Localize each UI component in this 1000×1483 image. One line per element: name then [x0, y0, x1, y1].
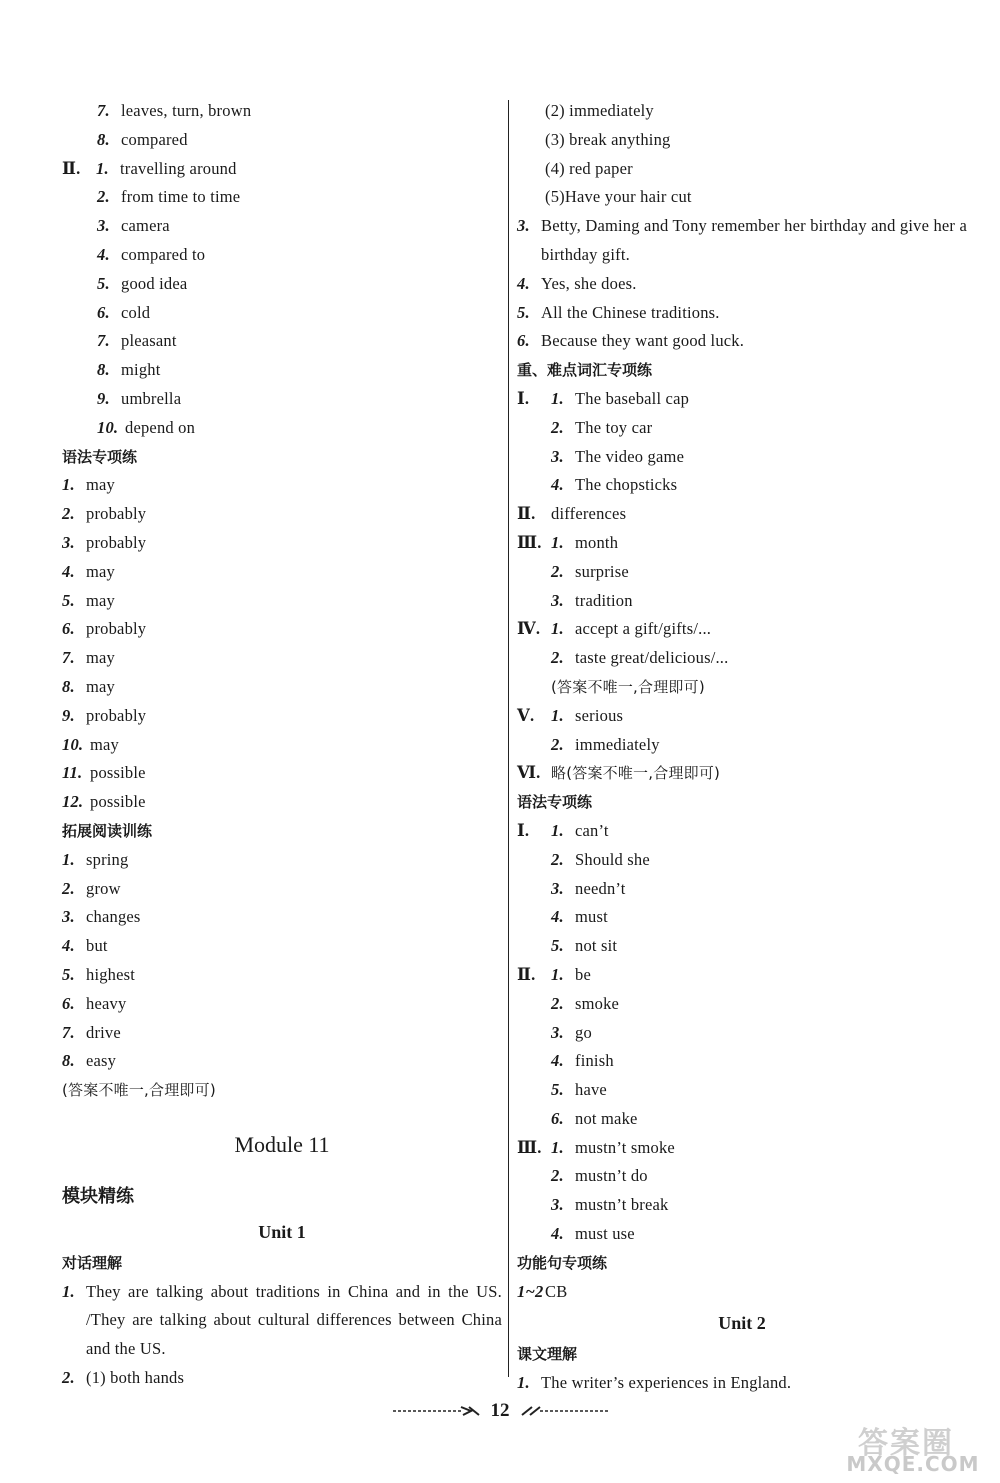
answer-note — [517, 673, 967, 702]
section-heading: 对话理解 — [62, 1253, 123, 1272]
answer-item — [517, 846, 967, 875]
answer-item — [62, 875, 502, 904]
answer-item — [517, 1134, 967, 1163]
answer-item — [517, 731, 967, 760]
answer-item — [517, 1105, 967, 1134]
answer-text: good idea — [121, 273, 188, 293]
item-number: 5. — [551, 1080, 564, 1100]
item-number: 4. — [551, 1051, 564, 1071]
item-number: 10. — [62, 734, 84, 754]
answer-item — [62, 558, 502, 587]
unit-title: Unit 2 — [718, 1313, 766, 1334]
answer-item — [517, 644, 967, 673]
item-number: 2. — [551, 561, 564, 581]
answer-item — [62, 1019, 502, 1048]
answer-item — [517, 414, 967, 443]
item-number: 3. — [551, 878, 564, 898]
item-number: 7. — [97, 331, 110, 351]
answer-text: tradition — [575, 590, 633, 610]
item-number: 4. — [97, 244, 110, 264]
answer-item — [517, 558, 967, 587]
answer-text: can’t — [575, 820, 609, 840]
item-number: 6. — [97, 302, 110, 322]
answer-item — [517, 385, 967, 414]
item-number: 3. — [517, 216, 530, 236]
answer-item — [62, 759, 502, 788]
item-number: 2. — [97, 187, 110, 207]
item-number: 2. — [62, 504, 75, 524]
answer-text: Yes, she does. — [541, 273, 637, 293]
answer-item — [62, 356, 502, 385]
item-number: 2. — [551, 417, 564, 437]
item-number: 11. — [62, 763, 83, 783]
answer-text: (5)Have your hair cut — [545, 187, 692, 207]
item-number: 2. — [551, 993, 564, 1013]
answer-text: umbrella — [121, 388, 182, 408]
item-number: 8. — [62, 676, 75, 696]
section-title: 模块精练 — [62, 1185, 134, 1207]
answer-item — [517, 587, 967, 616]
answer-text: must — [575, 907, 608, 927]
answer-item — [62, 97, 502, 126]
answer-text: changes — [86, 907, 141, 927]
item-number: 3. — [551, 1022, 564, 1042]
answer-text: finish — [575, 1051, 614, 1071]
item-number: 3. — [62, 532, 75, 552]
answer-text: (答案不唯一,合理即可) — [551, 677, 705, 696]
answer-item — [517, 500, 967, 529]
item-number: 2. — [551, 648, 564, 668]
answer-item — [517, 529, 967, 558]
answer-text: accept a gift/gifts/... — [575, 619, 712, 639]
answer-text: be — [575, 964, 591, 984]
section-heading: 语法专项练 — [517, 793, 593, 812]
answer-item — [62, 126, 502, 155]
answer-text: surprise — [575, 561, 629, 581]
item-number: 6. — [517, 331, 530, 351]
answer-item — [62, 788, 502, 817]
item-number: 4. — [517, 273, 530, 293]
answer-item — [517, 1369, 967, 1398]
item-number: 1. — [517, 1373, 530, 1393]
answer-text: month — [575, 532, 619, 552]
roman-numeral: Ⅳ. — [517, 619, 541, 639]
section-heading: 语法专项练 — [62, 447, 138, 466]
answer-item — [62, 846, 502, 875]
answer-text: Betty, Daming and Tony remember her birthday and give her a birthday gift. — [541, 216, 967, 264]
item-number: 1. — [551, 619, 564, 639]
item-number: 1. — [551, 964, 564, 984]
answer-item — [517, 1191, 967, 1220]
answer-item — [62, 183, 502, 212]
answer-text: heavy — [86, 993, 127, 1013]
item-number: 2. — [62, 1368, 75, 1388]
answer-text: differences — [551, 504, 627, 524]
answer-text: 略(答案不唯一,合理即可) — [551, 764, 721, 783]
answer-text: cold — [121, 302, 151, 322]
answer-text: not sit — [575, 936, 618, 956]
answer-item — [517, 961, 967, 990]
answer-text: travelling around — [120, 158, 237, 178]
footer-ornament-right-icon — [520, 1405, 610, 1417]
item-number: 1. — [96, 158, 109, 178]
answer-text: compared — [121, 129, 188, 149]
item-number: 2. — [551, 734, 564, 754]
item-number: 1. — [62, 475, 75, 495]
answer-text: Should she — [575, 849, 650, 869]
answer-item — [517, 702, 967, 731]
answer-item — [62, 385, 502, 414]
answer-item — [62, 529, 502, 558]
answer-item — [62, 471, 502, 500]
answer-text: easy — [86, 1051, 117, 1071]
section-heading: 功能句专项练 — [517, 1253, 608, 1272]
answer-item — [62, 615, 502, 644]
footer-ornament-left-icon — [391, 1405, 481, 1417]
answer-text: camera — [121, 216, 170, 236]
answer-item — [62, 212, 502, 241]
answer-item — [62, 1278, 502, 1364]
item-number: 5. — [551, 936, 564, 956]
section-heading: 重、难点词汇专项练 — [517, 361, 653, 380]
answer-text: probably — [86, 705, 147, 725]
item-number: 3. — [97, 216, 110, 236]
answer-item — [517, 155, 967, 184]
watermark — [838, 1418, 988, 1478]
item-number: 4. — [551, 475, 564, 495]
answer-text: (2) immediately — [545, 101, 654, 120]
answer-text: not make — [575, 1108, 638, 1128]
answer-text: All the Chinese traditions. — [541, 302, 720, 322]
answer-item — [517, 97, 967, 126]
item-number: 7. — [97, 101, 110, 120]
item-number: 4. — [551, 907, 564, 927]
answer-text: Because they want good luck. — [541, 331, 745, 351]
answer-text: probably — [86, 504, 147, 524]
roman-numeral: Ⅰ. — [517, 388, 530, 408]
answer-text: probably — [86, 532, 147, 552]
item-number: 6. — [551, 1108, 564, 1128]
item-number: 9. — [62, 705, 75, 725]
answer-text: go — [575, 1022, 592, 1042]
answer-text: mustn’t smoke — [575, 1137, 675, 1157]
item-number: 6. — [62, 993, 75, 1013]
answer-text: (3) break anything — [545, 129, 671, 149]
item-number: 3. — [551, 446, 564, 466]
answer-item — [62, 1364, 502, 1393]
answer-item — [517, 270, 967, 299]
answer-text: compared to — [121, 244, 206, 264]
answer-item — [517, 615, 967, 644]
answer-text: but — [86, 936, 108, 956]
answer-item — [62, 1047, 502, 1076]
roman-numeral: Ⅵ. — [517, 763, 541, 783]
answer-item — [517, 1278, 967, 1307]
answer-item — [517, 1162, 967, 1191]
answer-note — [62, 1076, 502, 1105]
answer-text: smoke — [575, 993, 620, 1013]
item-number: 8. — [97, 360, 110, 380]
answer-text: The writer’s experiences in England. — [541, 1373, 792, 1393]
answer-item — [517, 817, 967, 846]
answer-text: have — [575, 1080, 607, 1100]
answer-item — [62, 270, 502, 299]
answer-text: pleasant — [121, 331, 177, 351]
answer-item — [517, 299, 967, 328]
answer-item — [62, 299, 502, 328]
item-number: 4. — [62, 561, 75, 581]
item-number: 8. — [62, 1051, 75, 1071]
answer-text: (1) both hands — [86, 1368, 185, 1388]
answer-text: probably — [86, 619, 147, 639]
answer-text: drive — [86, 1022, 121, 1042]
answer-text: possible — [90, 763, 146, 783]
answer-note — [517, 759, 967, 788]
answer-text: highest — [86, 964, 136, 984]
item-number: 1. — [551, 532, 564, 552]
answer-item — [62, 961, 502, 990]
answer-text: may — [86, 648, 116, 668]
answer-text: The baseball cap — [575, 388, 690, 408]
answer-item — [62, 500, 502, 529]
item-number: 3. — [551, 1195, 564, 1215]
answer-item — [62, 414, 502, 443]
roman-numeral: Ⅱ. — [62, 158, 81, 178]
unit-title: Unit 1 — [258, 1221, 306, 1242]
item-number: 2. — [62, 878, 75, 898]
item-number: 1. — [551, 388, 564, 408]
answer-text: mustn’t do — [575, 1166, 648, 1186]
answer-item — [517, 1019, 967, 1048]
answer-item — [517, 471, 967, 500]
answer-text: (4) red paper — [545, 158, 633, 178]
item-number: 1. — [551, 820, 564, 840]
answer-item — [62, 644, 502, 673]
answer-item — [62, 155, 502, 184]
answer-text: spring — [86, 849, 129, 869]
answer-text: depend on — [125, 417, 196, 437]
item-number: 1. — [62, 1281, 75, 1301]
answer-item — [517, 327, 967, 356]
item-number: 5. — [517, 302, 530, 322]
answer-text: may — [86, 676, 116, 696]
watermark-text: MXQE.COM — [846, 1452, 980, 1476]
answer-item — [517, 875, 967, 904]
item-number: 9. — [97, 388, 110, 408]
item-number: 5. — [62, 964, 75, 984]
answer-text: leaves, turn, brown — [121, 101, 252, 120]
roman-numeral: Ⅴ. — [517, 705, 535, 725]
answer-item — [62, 932, 502, 961]
answer-text: possible — [90, 792, 146, 812]
answer-item — [517, 443, 967, 472]
answer-text: mustn’t break — [575, 1195, 669, 1215]
answer-text: must use — [575, 1224, 635, 1244]
item-number: 1. — [551, 705, 564, 725]
answer-item — [517, 1076, 967, 1105]
answer-text: The toy car — [575, 417, 653, 437]
item-number: 2. — [551, 1166, 564, 1186]
item-number: 4. — [551, 1224, 564, 1244]
roman-numeral: Ⅲ. — [517, 1137, 542, 1157]
answer-text: may — [86, 590, 116, 610]
answer-text: The chopsticks — [575, 475, 678, 495]
answer-text: needn’t — [575, 878, 626, 898]
item-number: 1. — [62, 849, 75, 869]
answer-item — [517, 183, 967, 212]
item-number: 5. — [62, 590, 75, 610]
item-number: 7. — [62, 648, 75, 668]
answer-item — [62, 587, 502, 616]
answer-text: from time to time — [121, 187, 241, 207]
item-number: 12. — [62, 792, 84, 812]
answer-item — [62, 990, 502, 1019]
item-number: 3. — [551, 590, 564, 610]
item-number: 2. — [551, 849, 564, 869]
answer-text: may — [86, 475, 116, 495]
item-number: 8. — [97, 129, 110, 149]
answer-item — [62, 903, 502, 932]
item-number: 7. — [62, 1022, 75, 1042]
answer-text: grow — [86, 878, 121, 898]
roman-numeral: Ⅲ. — [517, 532, 542, 552]
item-number: 6. — [62, 619, 75, 639]
item-number: 1~2 — [517, 1281, 544, 1301]
answer-text: (答案不唯一,合理即可) — [62, 1081, 216, 1100]
answer-item — [517, 1047, 967, 1076]
answer-item — [517, 932, 967, 961]
answer-text: might — [121, 360, 161, 380]
answer-item — [517, 212, 967, 270]
section-heading: 拓展阅读训练 — [62, 821, 153, 840]
roman-numeral: Ⅰ. — [517, 820, 530, 840]
answer-text: taste great/delicious/... — [575, 648, 729, 668]
item-number: 5. — [97, 273, 110, 293]
roman-numeral: Ⅱ. — [517, 964, 536, 984]
answer-text: may — [86, 561, 116, 581]
answer-item — [517, 903, 967, 932]
watermark-logo: 答案圈 — [858, 1426, 954, 1461]
item-number: 1. — [551, 1137, 564, 1157]
answer-item — [517, 990, 967, 1019]
item-number: 10. — [97, 417, 119, 437]
column-divider — [508, 100, 509, 1377]
answer-item — [62, 731, 502, 760]
answer-item — [517, 126, 967, 155]
answer-text: The video game — [575, 446, 685, 466]
answer-text: serious — [575, 705, 624, 725]
answer-item — [517, 1220, 967, 1249]
answer-text: They are talking about traditions in China and in the US. /They are talking about cultural differences between China and the US. — [86, 1281, 502, 1359]
answer-item — [62, 702, 502, 731]
answer-text: immediately — [575, 734, 660, 754]
item-number: 3. — [62, 907, 75, 927]
roman-numeral: Ⅱ. — [517, 504, 536, 524]
section-heading: 课文理解 — [517, 1345, 578, 1364]
right-column — [517, 97, 967, 1398]
answer-text: may — [90, 734, 120, 754]
page-number: 12 — [490, 1400, 510, 1421]
answer-text: CB — [545, 1281, 568, 1301]
item-number: 4. — [62, 936, 75, 956]
left-column — [62, 97, 502, 1393]
module-title: Module 11 — [234, 1131, 330, 1157]
answer-item — [62, 673, 502, 702]
answer-item — [62, 327, 502, 356]
answer-item — [62, 241, 502, 270]
